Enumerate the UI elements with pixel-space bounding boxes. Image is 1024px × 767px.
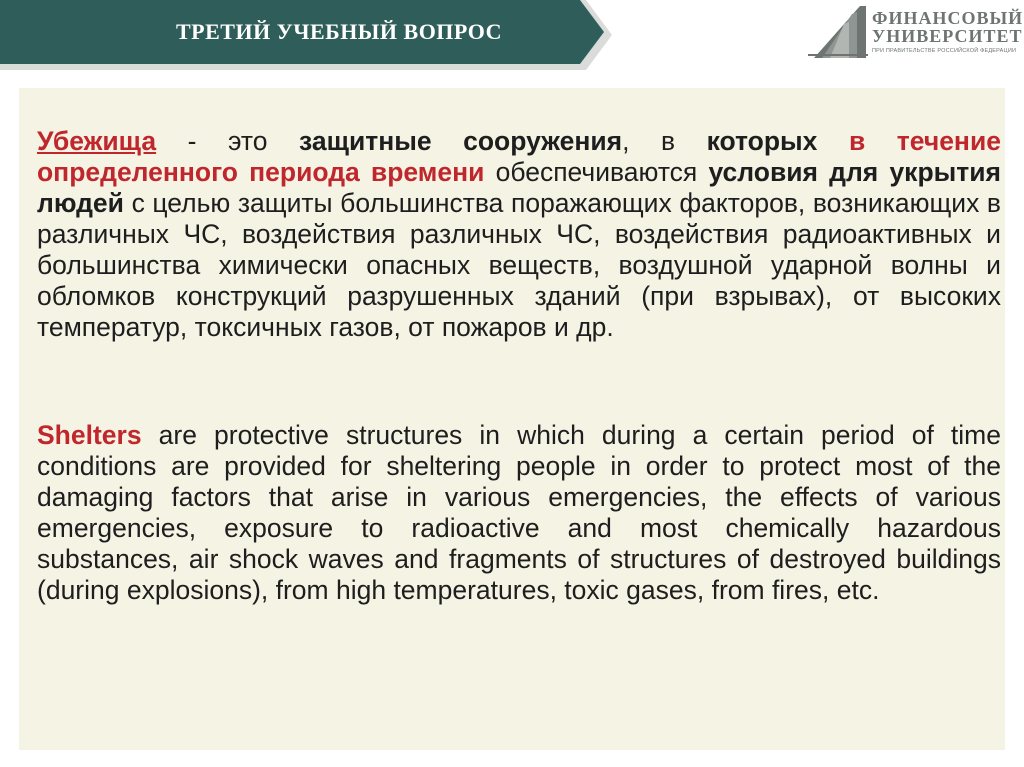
highlight-period: в течение определенного периода времени — [37, 126, 1001, 187]
slide-title: ТРЕТИЙ УЧЕБНЫЙ ВОПРОС — [176, 19, 502, 44]
logo-text-line2: УНИВЕРСИТЕТ — [872, 26, 1023, 46]
term-russian: Убежища — [37, 126, 157, 156]
logo-text-line3: ПРИ ПРАВИТЕЛЬСТВЕ РОССИЙСКОЙ ФЕДЕРАЦИИ — [872, 48, 1017, 54]
russian-definition: Убежища - это защитные сооружения, в которых в течение определенного периода времени обеспечиваются условия для укрытия людей с целью защиты большинства поражающих факторов, возникающих в различных ЧС, воздействия различных ЧС, воздействия радиоактивных и большинства химически опасных веществ, воздушной ударной волны и обломков конструкций разрушенных зданий (при взрывах), от высоких температур, токсичных газов, от пожаров и др. — [37, 126, 1001, 342]
university-logo-icon — [808, 4, 870, 60]
term-english: Shelters — [37, 420, 142, 450]
university-logo — [808, 4, 1024, 62]
logo-text-line1: ФИНАНСОВЫЙ — [872, 8, 1024, 28]
content-panel — [19, 88, 1005, 750]
english-definition: Shelters are protective structures in which during a certain period of time conditions are provided for sheltering people in order to protect most of the damaging factors that arise in various emergencies, the effects of various emergencies, exposure to radioactive and most chemically hazardous substances, air shock waves and fragments of structures of destroyed buildings (during explosions), from high temperatures, toxic gases, from fires, etc. — [37, 420, 1001, 605]
